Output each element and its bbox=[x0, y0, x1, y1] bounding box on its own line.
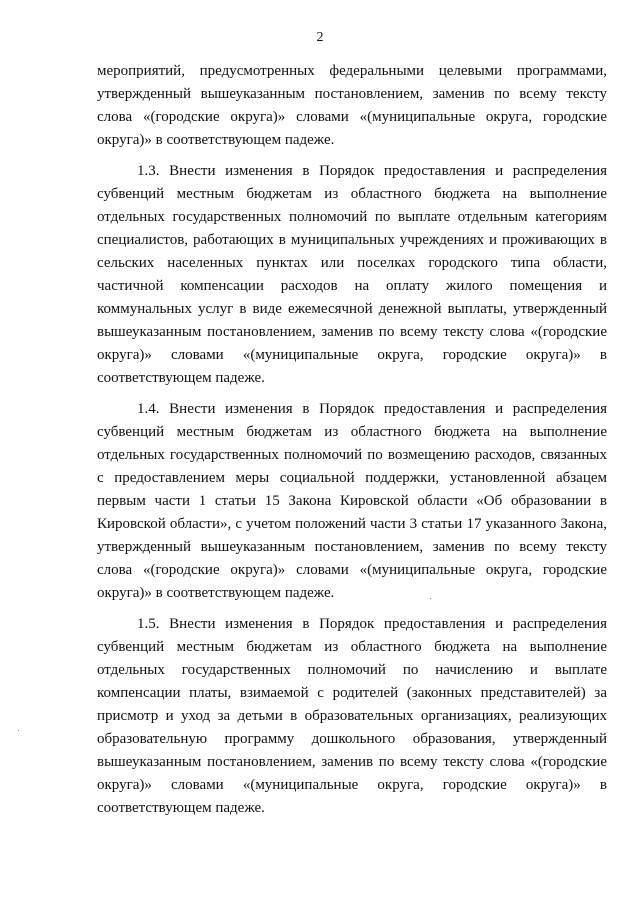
document-body bbox=[97, 60, 607, 820]
paragraph-1-5: 1.5. Внести изменения в Порядок предоставления и распределения субвенций местным бюджетам из областного бюджета на выполнение отдельных государственных полномочий по начислению и выплате компенсации платы, взимаемой с родителей (законных представителей) за присмотр и уход за детьми в образовательных организациях, реализующих образовательную программу дошкольного образования, утвержденный вышеуказанным постановлением, заменив по всему тексту слова «(городские округа)» словами «(муниципальные округа, городские округа)» в соответствующем падеже. bbox=[97, 616, 607, 816]
scan-speck bbox=[18, 730, 19, 731]
scan-speck bbox=[430, 598, 431, 599]
page-number: 2 bbox=[316, 30, 324, 45]
paragraph-1-4: 1.4. Внести изменения в Порядок предоставления и распределения субвенций местным бюджетам из областного бюджета на выполнение отдельных государственных полномочий по возмещению расходов, связанных с предоставлением меры социальной поддержки, установленной абзацем первым части 1 статьи 15 Закона Кировской области «Об образовании в Кировской области», с учетом положений части 3 статьи 17 указанного Закона, утвержденный вышеуказанным постановлением, заменив по всему тексту слова «(городские округа)» словами «(муниципальные округа, городские округа)» в соответствующем падеже. bbox=[97, 401, 607, 601]
paragraph-continuation: мероприятий, предусмотренных федеральными целевыми программами, утвержденный вышеуказанным постановлением, заменив по всему тексту слова «(городские округа)» словами «(муниципальные округа, городские округа)» в соответствующем падеже. bbox=[97, 63, 607, 148]
paragraph-1-3: 1.3. Внести изменения в Порядок предоставления и распределения субвенций местным бюджетам из областного бюджета на выполнение отдельных государственных полномочий по выплате отдельным категориям специалистов, работающих в муниципальных учреждениях и проживающих в сельских населенных пунктах или поселках городского типа области, частичной компенсации расходов на оплату жилого помещения и коммунальных услуг в виде ежемесячной денежной выплаты, утвержденный вышеуказанным постановлением, заменив по всему тексту слова «(городские округа)» словами «(муниципальные округа, городские округа)» в соответствующем падеже. bbox=[97, 163, 607, 386]
